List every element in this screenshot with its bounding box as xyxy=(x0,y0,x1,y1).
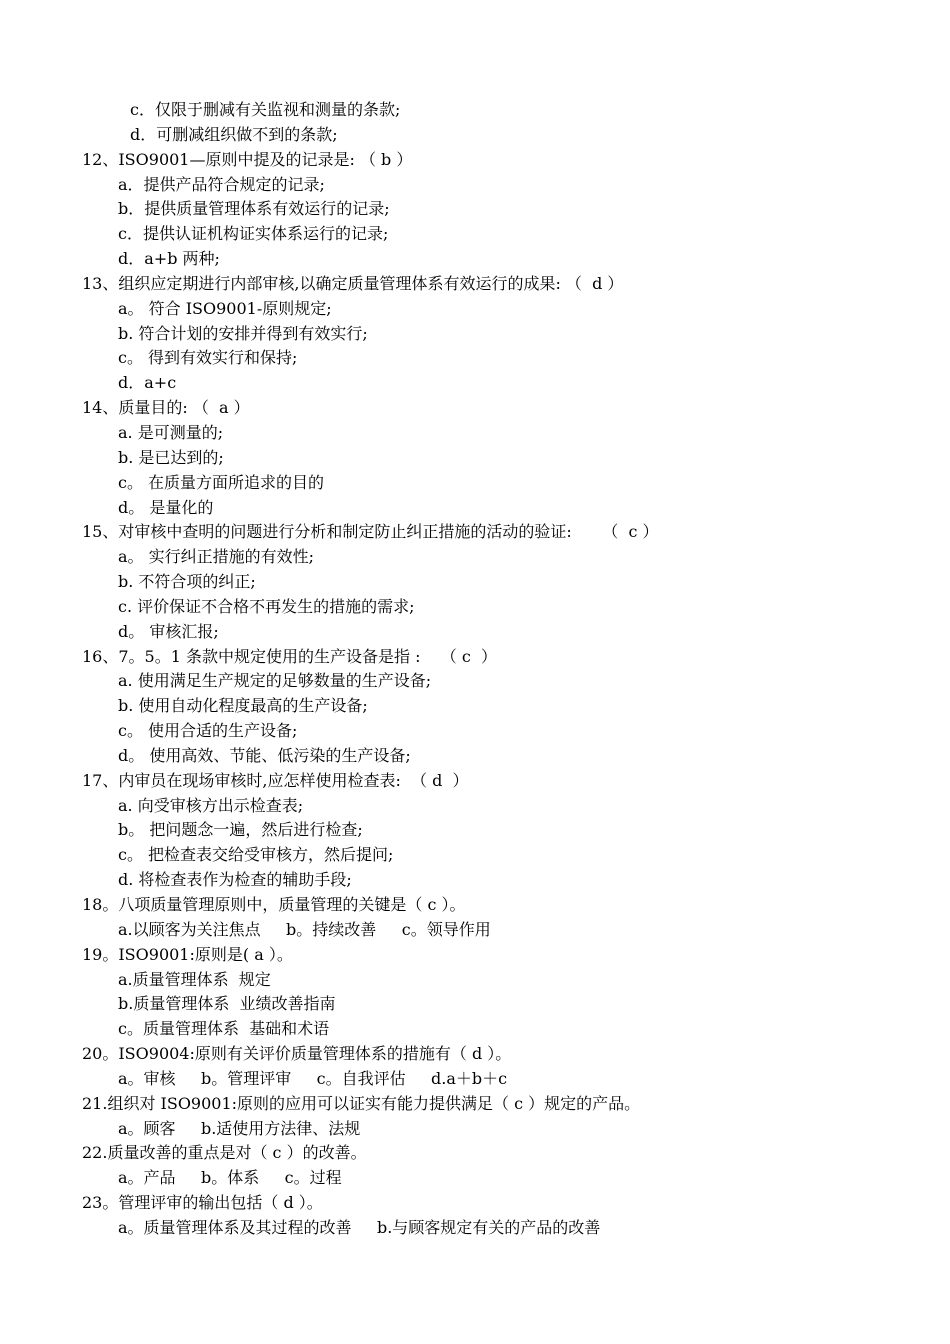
option-line: c。质量管理体系 基础和术语 xyxy=(118,1019,330,1039)
option-line: c。 在质量方面所追求的目的 xyxy=(118,472,325,492)
option-line: a。产品 b。体系 c。过程 xyxy=(118,1168,342,1188)
question-line: 21.组织对 ISO9001:原则的应用可以证实有能力提供满足（ c ）规定的产品。 xyxy=(82,1093,641,1113)
option-line: a。审核 b。管理评审 c。自我评估 d.a＋b＋c xyxy=(118,1068,508,1088)
option-line: a。 实行纠正措施的有效性; xyxy=(118,547,315,567)
option-line: a. 使用满足生产规定的足够数量的生产设备; xyxy=(118,671,432,691)
option-line: a. 是可测量的; xyxy=(118,422,224,442)
option-line: d. 将检查表作为检查的辅助手段; xyxy=(118,870,352,890)
option-line: a.以顾客为关注焦点 b。持续改善 c。领导作用 xyxy=(118,919,491,939)
option-line: b. 使用自动化程度最高的生产设备; xyxy=(118,696,368,716)
option-line: c. 评价保证不合格不再发生的措施的需求; xyxy=(118,596,415,616)
option-line: d。 审核汇报; xyxy=(118,621,219,641)
option-line: a. 向受审核方出示检查表; xyxy=(118,795,304,815)
question-line: 15、对审核中查明的问题进行分析和制定防止纠正措施的活动的验证: （ c ） xyxy=(82,522,659,542)
option-line: b．提供质量管理体系有效运行的记录; xyxy=(118,199,390,219)
question-line: 23。管理评审的输出包括（ d ）。 xyxy=(82,1193,323,1213)
option-line: c．仅限于删减有关监视和测量的条款; xyxy=(130,100,401,119)
option-line: c。 得到有效实行和保持; xyxy=(118,348,298,368)
question-line: 19。ISO9001:原则是( a ）。 xyxy=(82,944,293,964)
option-line: b. 不符合项的纠正; xyxy=(118,572,256,592)
option-line: a。顾客 b.适使用方法律、法规 xyxy=(118,1118,361,1138)
option-line: c。 使用合适的生产设备; xyxy=(118,721,298,741)
option-line: d。 是量化的 xyxy=(118,497,214,517)
question-line: 13、组织应定期进行内部审核,以确定质量管理体系有效运行的成果: （ d ） xyxy=(82,273,624,293)
option-line: b。 把问题念一遍，然后进行检查; xyxy=(118,820,363,840)
question-line: 14、质量目的: （ a ） xyxy=(82,398,250,418)
question-line: 22.质量改善的重点是对（ c ）的改善。 xyxy=(82,1143,367,1163)
option-line: a。 符合 ISO9001-原则规定; xyxy=(118,298,332,318)
option-line: b.质量管理体系 业绩改善指南 xyxy=(118,994,336,1014)
option-line: c。 把检查表交给受审核方，然后提问; xyxy=(118,845,394,865)
question-line: 18。八项质量管理原则中，质量管理的关键是（ c ）。 xyxy=(82,895,466,914)
option-line: d。 使用高效、节能、低污染的生产设备; xyxy=(118,745,411,765)
question-line: 20。ISO9004:原则有关评价质量管理体系的措施有（ d ）。 xyxy=(82,1044,512,1064)
option-line: d．a+c xyxy=(118,373,177,393)
option-line: d．可删减组织做不到的条款; xyxy=(130,124,338,144)
option-line: c．提供认证机构证实体系运行的记录; xyxy=(118,224,389,244)
question-line: 12、ISO9001—原则中提及的记录是: （ b ） xyxy=(82,149,413,169)
option-line: a。质量管理体系及其过程的改善 b.与顾客规定有关的产品的改善 xyxy=(118,1217,601,1237)
question-line: 17、内审员在现场审核时,应怎样使用检查表: （ d ） xyxy=(82,770,469,790)
option-line: b. 符合计划的安排并得到有效实行; xyxy=(118,323,368,343)
option-line: a.质量管理体系 规定 xyxy=(118,969,271,989)
option-line: d．a+b 两种; xyxy=(118,249,220,269)
question-line: 16、7。5。1 条款中规定使用的生产设备是指 : （ c ） xyxy=(82,646,498,666)
option-line: a．提供产品符合规定的记录; xyxy=(118,174,325,194)
document-page xyxy=(0,98,950,1241)
option-line: b. 是已达到的; xyxy=(118,447,224,467)
